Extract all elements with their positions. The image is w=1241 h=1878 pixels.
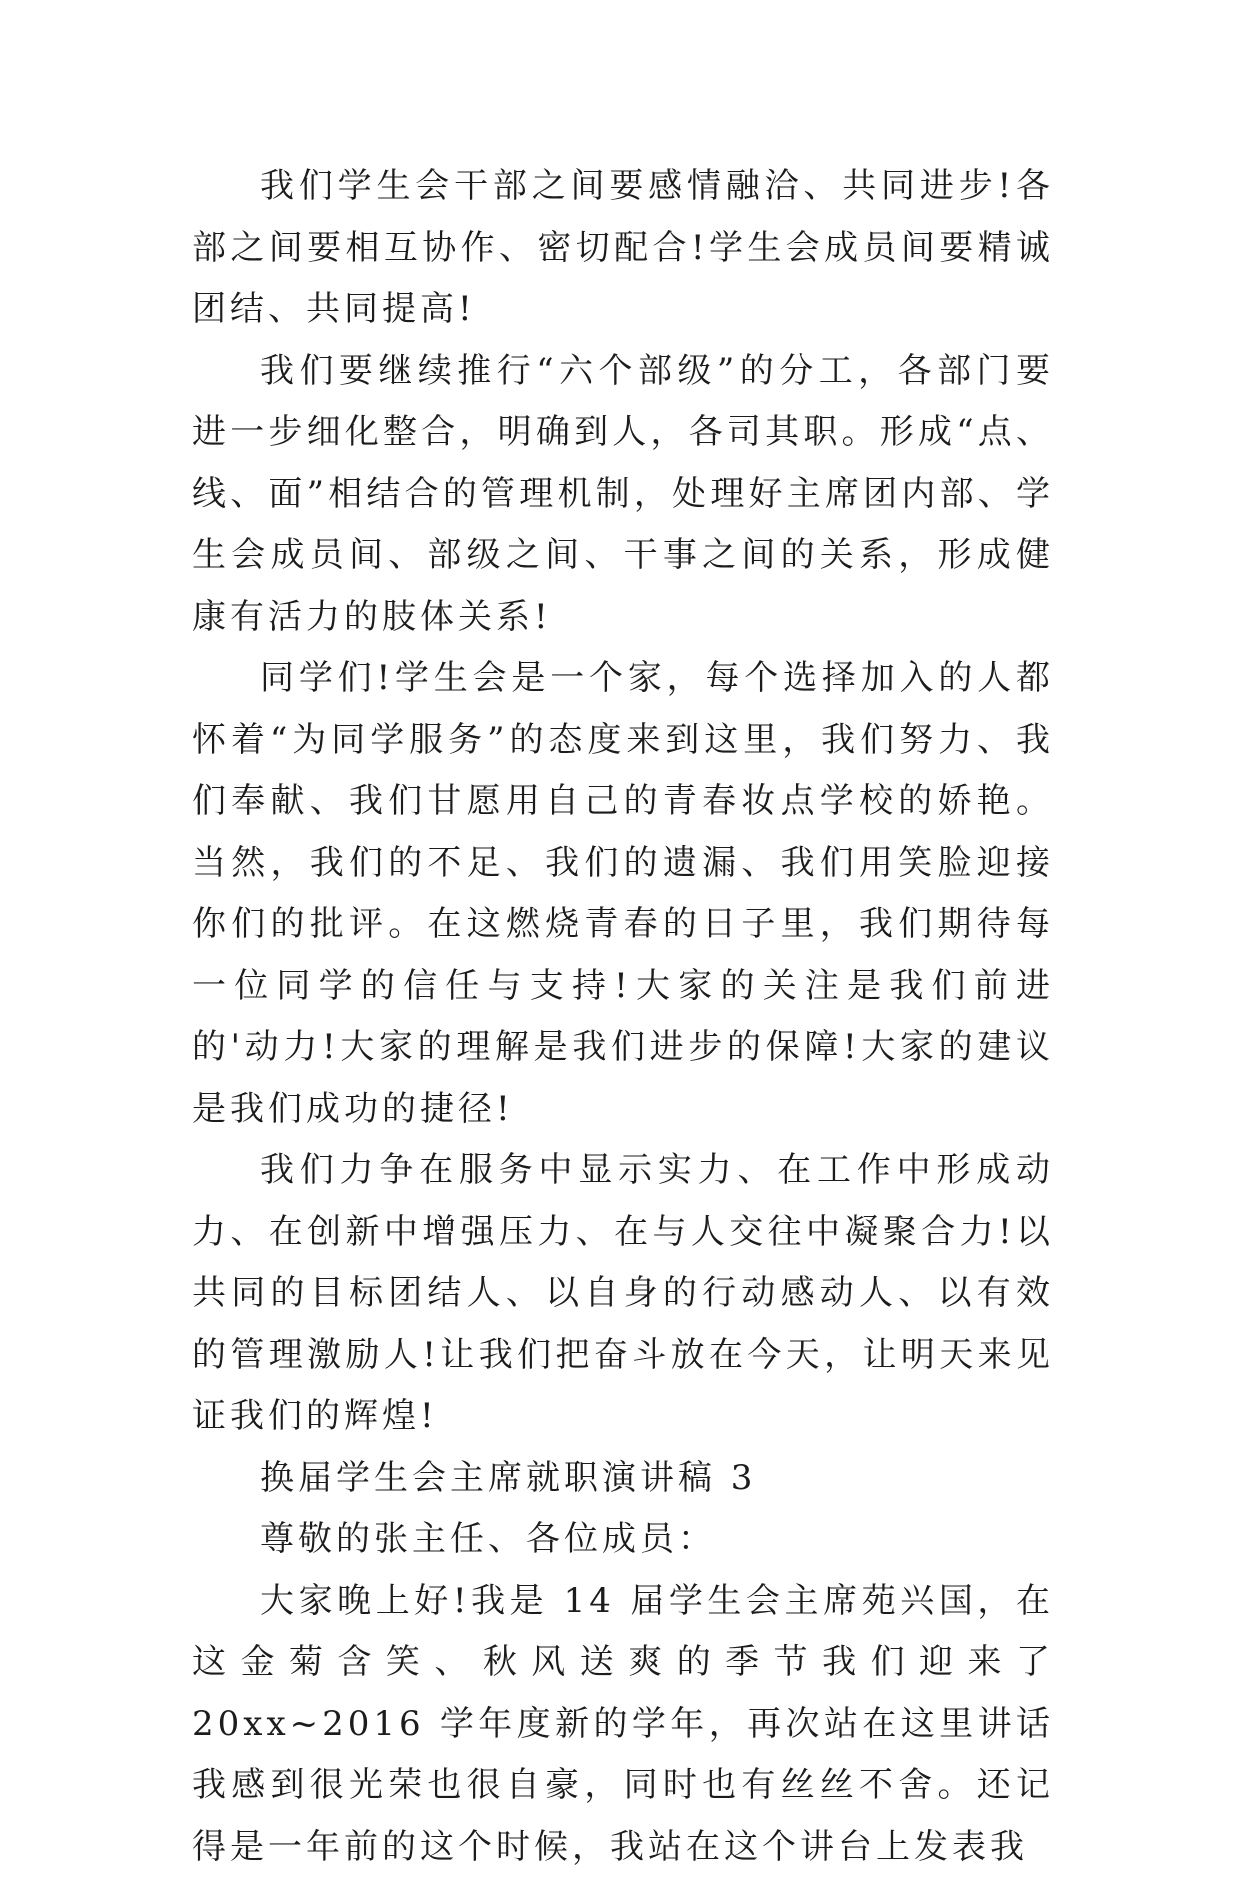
paragraph-greeting-intro: 大家晚上好!我是 14 届学生会主席苑兴国，在这金菊含笑、秋风送爽的季节我们迎来了 20xx~2016 学年度新的学年，再次站在这里讲话我感到很光荣也很自豪，同时也有丝丝不舍。还记得是一年前的这个时候，我站在这个讲台上发表我 xyxy=(192,1571,1054,1878)
speech-salutation: 尊敬的张主任、各位成员： xyxy=(192,1509,1054,1571)
paragraph-department-division: 我们要继续推行“六个部级”的分工，各部门要进一步细化整合，明确到人，各司其职。形成“点、线、面”相结合的管理机制，处理好主席团内部、学生会成员间、部级之间、干事之间的关系，形成健康有活力的肢体关系! xyxy=(192,341,1054,649)
paragraph-cadre-unity: 我们学生会干部之间要感情融洽、共同进步!各部之间要相互协作、密切配合!学生会成员间要精诚团结、共同提高! xyxy=(192,156,1054,341)
paragraph-service-strength: 我们力争在服务中显示实力、在工作中形成动力、在创新中增强压力、在与人交往中凝聚合力!以共同的目标团结人、以自身的行动感动人、以有效的管理激励人!让我们把奋斗放在今天，让明天来见证我们的辉煌! xyxy=(192,1140,1054,1448)
document-body xyxy=(192,156,1054,1878)
speech-title: 换届学生会主席就职演讲稿 3 xyxy=(192,1448,1054,1510)
paragraph-student-union-family: 同学们!学生会是一个家，每个选择加入的人都怀着“为同学服务”的态度来到这里，我们努力、我们奉献、我们甘愿用自己的青春妆点学校的娇艳。当然，我们的不足、我们的遗漏、我们用笑脸迎接你们的批评。在这燃烧青春的日子里，我们期待每一位同学的信任与支持!大家的关注是我们前进的'动力!大家的理解是我们进步的保障!大家的建议是我们成功的捷径! xyxy=(192,648,1054,1140)
